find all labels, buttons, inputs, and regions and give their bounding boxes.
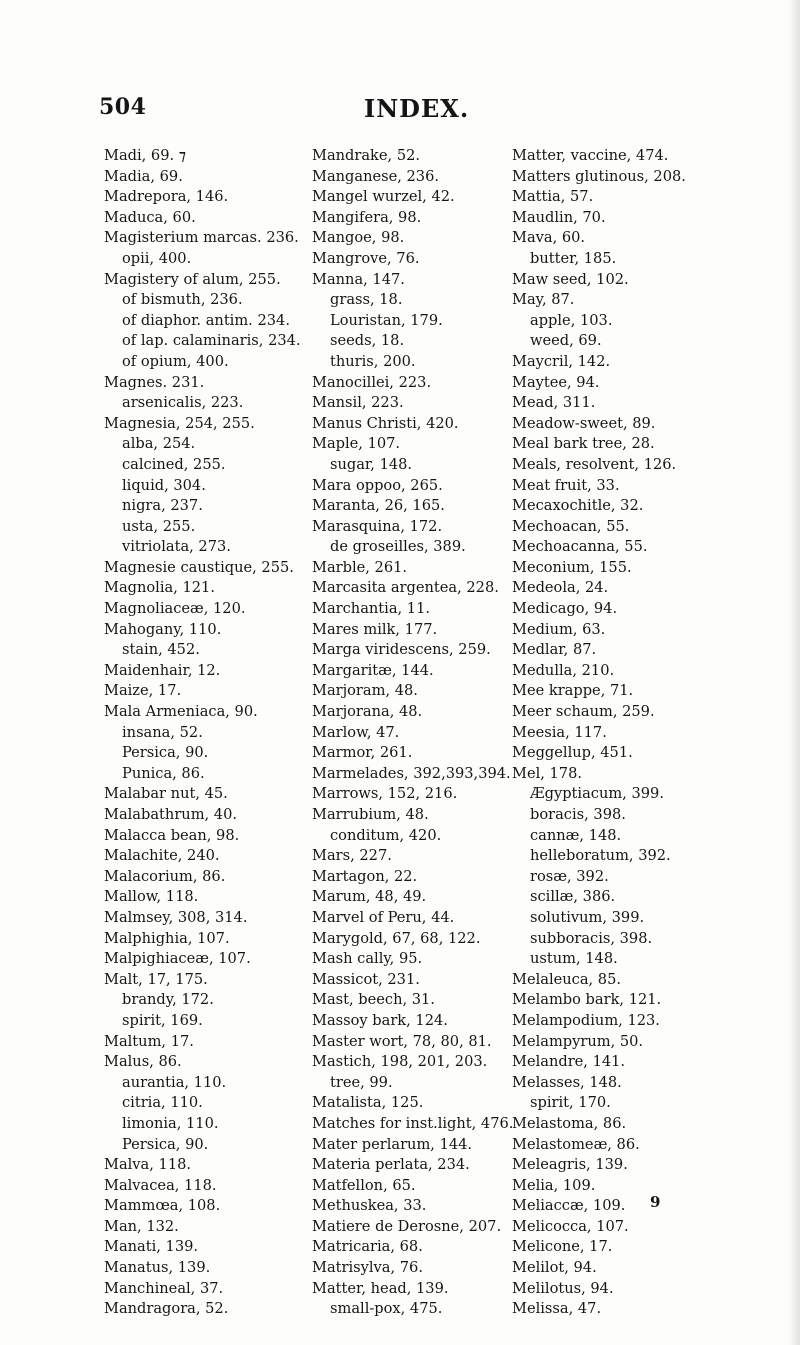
index-entry: Marygold, 67, 68, 122. <box>312 929 481 947</box>
index-subentry: spirit, 169. <box>122 1011 203 1029</box>
index-entry: Madi, 69. ⁊ <box>104 147 187 164</box>
index-entry: Marmor, 261. <box>312 744 413 762</box>
index-subentry: helleboratum, 392. <box>530 847 671 865</box>
index-subentry: Persica, 90. <box>122 744 209 762</box>
index-entry: Maw seed, 102. <box>512 270 629 288</box>
index-entry: Magnesia, 254, 255. <box>104 414 255 432</box>
index-entry: Magnoliaceæ, 120. <box>104 600 246 618</box>
index-entry: Melampodium, 123. <box>512 1011 660 1029</box>
index-subentry: conditum, 420. <box>330 826 442 844</box>
index-entry: Malpighiaceæ, 107. <box>104 950 251 968</box>
index-entry: Meconium, 155. <box>512 558 632 576</box>
index-entry: Matter, vaccine, 474. <box>512 147 669 164</box>
index-entry: Mater perlarum, 144. <box>312 1135 473 1153</box>
index-entry: Massoy bark, 124. <box>312 1011 448 1029</box>
index-entry: Malabathrum, 40. <box>104 806 238 823</box>
index-entry: Maize, 17. <box>104 682 182 700</box>
index-subentry: Ægyptiacum, 399. <box>530 785 664 803</box>
index-entry: Mechoacan, 55. <box>512 517 630 535</box>
index-entry: Mandrake, 52. <box>312 147 421 164</box>
index-entry: Matiere de Derosne, 207. <box>312 1217 502 1235</box>
signature-mark: 9 <box>650 1193 661 1211</box>
index-entry: Medicago, 94. <box>512 600 618 618</box>
index-entry: Mala Armeniaca, 90. <box>104 703 258 721</box>
index-entry: Man, 132. <box>104 1217 179 1235</box>
index-entry: Maltum, 17. <box>104 1032 194 1050</box>
index-subentry: nigra, 237. <box>122 497 203 515</box>
index-entry: Malachite, 240. <box>104 847 220 865</box>
index-entry: Medium, 63. <box>512 620 606 638</box>
index-column-2 <box>312 146 520 1320</box>
index-entry: Mahogany, 110. <box>104 620 222 638</box>
index-entry: Matter, head, 139. <box>312 1279 449 1297</box>
index-entry: Manati, 139. <box>104 1238 199 1256</box>
index-entry: Manatus, 139. <box>104 1259 211 1277</box>
index-subentry: of lap. calaminaris, 234. <box>122 332 301 350</box>
index-entry: Meat fruit, 33. <box>512 476 620 494</box>
index-entry: Meesia, 117. <box>512 723 607 741</box>
index-entry: Meggellup, 451. <box>512 744 633 762</box>
index-entry: Mallow, 118. <box>104 888 199 906</box>
index-entry: Maidenhair, 12. <box>104 661 221 679</box>
index-entry: May, 87. <box>512 291 575 309</box>
index-entry: Malva, 118. <box>104 1156 192 1174</box>
page-edge-shadow <box>788 0 800 1345</box>
index-subentry: of opium, 400. <box>122 352 229 370</box>
index-entry: Melampyrum, 50. <box>512 1032 644 1050</box>
page-title: INDEX. <box>364 94 470 123</box>
index-entry: Melissa, 47. <box>512 1300 602 1318</box>
index-entry: Manocillei, 223. <box>312 373 432 391</box>
index-subentry: cannæ, 148. <box>530 826 622 844</box>
index-entry: Melicone, 17. <box>512 1238 613 1256</box>
index-entry: Magisterium marcas. 236. <box>104 229 299 247</box>
index-entry: Mee krappe, 71. <box>512 682 634 700</box>
index-entry: Melia, 109. <box>512 1176 596 1194</box>
index-subentry: calcined, 255. <box>122 455 226 473</box>
index-subentry: Persica, 90. <box>122 1135 209 1153</box>
index-subentry: citria, 110. <box>122 1094 203 1112</box>
index-subentry: de groseilles, 389. <box>330 538 466 556</box>
index-entry: Meals, resolvent, 126. <box>512 455 677 473</box>
index-column-3 <box>512 146 800 1320</box>
index-entry: Maple, 107. <box>312 435 401 453</box>
index-entry: Mechoacanna, 55. <box>512 538 648 556</box>
index-entry: Medulla, 210. <box>512 661 615 679</box>
index-entry: Meer schaum, 259. <box>512 703 655 721</box>
index-entry: Melambo bark, 121. <box>512 991 662 1009</box>
index-entry: Meadow-sweet, 89. <box>512 414 656 432</box>
index-subentry: Louristan, 179. <box>330 311 443 329</box>
index-entry: Matalista, 125. <box>312 1094 424 1112</box>
index-subentry: grass, 18. <box>330 291 403 309</box>
index-entry: Matricaria, 68. <box>312 1238 423 1256</box>
index-entry: Melicocca, 107. <box>512 1217 629 1235</box>
index-subentry: vitriolata, 273. <box>122 538 231 556</box>
index-entry: Martagon, 22. <box>312 867 418 885</box>
index-entry: Marcasita argentea, 228. <box>312 579 499 597</box>
index-entry: Mava, 60. <box>512 229 586 247</box>
index-entry: Malacca bean, 98. <box>104 826 240 844</box>
index-entry: Methuskea, 33. <box>312 1197 427 1215</box>
index-entry: Marble, 261. <box>312 558 408 576</box>
index-entry: Malmsey, 308, 314. <box>104 908 248 926</box>
index-entry: Manchineal, 37. <box>104 1279 224 1297</box>
index-entry: Malvacea, 118. <box>104 1176 217 1194</box>
index-entry: Magnesie caustique, 255. <box>104 558 294 576</box>
index-entry: Malabar nut, 45. <box>104 785 228 803</box>
index-entry: Melasses, 148. <box>512 1073 622 1091</box>
index-entry: Mast, beech, 31. <box>312 991 435 1009</box>
index-subentry: small-pox, 475. <box>330 1300 443 1318</box>
index-entry: Mara oppoo, 265. <box>312 476 443 494</box>
index-entry: Master wort, 78, 80, 81. <box>312 1032 492 1050</box>
index-subentry: spirit, 170. <box>530 1094 611 1112</box>
index-entry: Matches for inst.light, 476. <box>312 1114 514 1132</box>
index-entry: Medeola, 24. <box>512 579 609 597</box>
index-entry: Marchantia, 11. <box>312 600 431 618</box>
index-entry: Massicot, 231. <box>312 970 420 988</box>
index-entry: Mel, 178. <box>512 764 583 782</box>
index-subentry: rosæ, 392. <box>530 867 609 885</box>
index-entry: Mattia, 57. <box>512 188 594 206</box>
index-entry: Melilotus, 94. <box>512 1279 614 1297</box>
index-entry: Margaritæ, 144. <box>312 661 434 679</box>
index-entry: Marrubium, 48. <box>312 806 429 823</box>
index-entry: Matrisylva, 76. <box>312 1259 423 1277</box>
index-entry: Mangel wurzel, 42. <box>312 188 455 206</box>
index-entry: Marrows, 152, 216. <box>312 785 458 803</box>
index-entry: Marjoram, 48. <box>312 682 418 700</box>
index-subentry: usta, 255. <box>122 517 196 535</box>
index-entry: Marga viridescens, 259. <box>312 641 491 659</box>
index-subentry: sugar, 148. <box>330 455 413 473</box>
index-subentry: of bismuth, 236. <box>122 291 243 309</box>
index-entry: Meliaccæ, 109. <box>512 1197 626 1215</box>
index-entry: Maduca, 60. <box>104 208 196 226</box>
index-entry: Mangoe, 98. <box>312 229 405 247</box>
index-entry: Marlow, 47. <box>312 723 400 741</box>
index-entry: Mandragora, 52. <box>104 1300 229 1318</box>
index-subentry: ustum, 148. <box>530 950 618 968</box>
index-subentry: boracis, 398. <box>530 806 626 823</box>
index-subentry: brandy, 172. <box>122 991 214 1009</box>
index-entry: Maudlin, 70. <box>512 208 606 226</box>
index-entry: Malt, 17, 175. <box>104 970 208 988</box>
index-entry: Manna, 147. <box>312 270 405 288</box>
index-entry: Marjorana, 48. <box>312 703 423 721</box>
page-number: 504 <box>99 94 147 120</box>
index-entry: Marasquina, 172. <box>312 517 443 535</box>
index-subentry: alba, 254. <box>122 435 196 453</box>
index-entry: Mecaxochitle, 32. <box>512 497 644 515</box>
index-entry: Magnes. 231. <box>104 373 205 391</box>
index-subentry: aurantia, 110. <box>122 1073 227 1091</box>
index-entry: Maytee, 94. <box>512 373 600 391</box>
index-entry: Malus, 86. <box>104 1053 182 1071</box>
index-subentry: of diaphor. antim. 234. <box>122 311 290 329</box>
index-entry: Matfellon, 65. <box>312 1176 416 1194</box>
index-entry: Mansil, 223. <box>312 394 404 412</box>
index-entry: Magnolia, 121. <box>104 579 215 597</box>
index-entry: Marmelades, 392,393,394. <box>312 764 511 782</box>
index-entry: Medlar, 87. <box>512 641 597 659</box>
index-entry: Mead, 311. <box>512 394 596 412</box>
index-column-1 <box>104 146 314 1320</box>
index-entry: Malacorium, 86. <box>104 867 226 885</box>
index-subentry: apple, 103. <box>530 311 613 329</box>
index-subentry: tree, 99. <box>330 1073 393 1091</box>
index-subentry: stain, 452. <box>122 641 200 659</box>
index-entry: Matters glutinous, 208. <box>512 167 686 185</box>
index-entry: Melaleuca, 85. <box>512 970 622 988</box>
index-subentry: limonia, 110. <box>122 1114 219 1132</box>
index-entry: Mares milk, 177. <box>312 620 438 638</box>
index-entry: Madrepora, 146. <box>104 188 229 206</box>
index-entry: Manganese, 236. <box>312 167 440 185</box>
index-subentry: thuris, 200. <box>330 352 416 370</box>
index-subentry: solutivum, 399. <box>530 908 645 926</box>
index-entry: Mash cally, 95. <box>312 950 423 968</box>
index-subentry: opii, 400. <box>122 249 192 267</box>
index-entry: Marvel of Peru, 44. <box>312 908 455 926</box>
index-subentry: scillæ, 386. <box>530 888 616 906</box>
index-entry: Mangifera, 98. <box>312 208 422 226</box>
index-entry: Materia perlata, 234. <box>312 1156 470 1174</box>
index-entry: Manus Christi, 420. <box>312 414 459 432</box>
index-subentry: liquid, 304. <box>122 476 206 494</box>
index-subentry: weed, 69. <box>530 332 602 350</box>
index-entry: Meal bark tree, 28. <box>512 435 655 453</box>
index-subentry: subboracis, 398. <box>530 929 653 947</box>
index-entry: Melastoma, 86. <box>512 1114 627 1132</box>
index-subentry: insana, 52. <box>122 723 203 741</box>
index-entry: Melastomeæ, 86. <box>512 1135 640 1153</box>
index-subentry: seeds, 18. <box>330 332 405 350</box>
index-entry: Maranta, 26, 165. <box>312 497 445 515</box>
page-header <box>0 94 800 128</box>
index-entry: Meleagris, 139. <box>512 1156 628 1174</box>
index-entry: Mangrove, 76. <box>312 249 420 267</box>
index-entry: Melilot, 94. <box>512 1259 597 1277</box>
index-subentry: Punica, 86. <box>122 764 205 782</box>
index-subentry: arsenicalis, 223. <box>122 394 244 412</box>
index-entry: Mars, 227. <box>312 847 392 865</box>
index-entry: Mastich, 198, 201, 203. <box>312 1053 488 1071</box>
index-entry: Madia, 69. <box>104 167 183 185</box>
index-entry: Melandre, 141. <box>512 1053 626 1071</box>
index-subentry: butter, 185. <box>530 249 617 267</box>
index-entry: Maycril, 142. <box>512 352 611 370</box>
index-entry: Magistery of alum, 255. <box>104 270 281 288</box>
index-entry: Marum, 48, 49. <box>312 888 427 906</box>
index-entry: Malphighia, 107. <box>104 929 230 947</box>
index-entry: Mammœa, 108. <box>104 1197 221 1215</box>
